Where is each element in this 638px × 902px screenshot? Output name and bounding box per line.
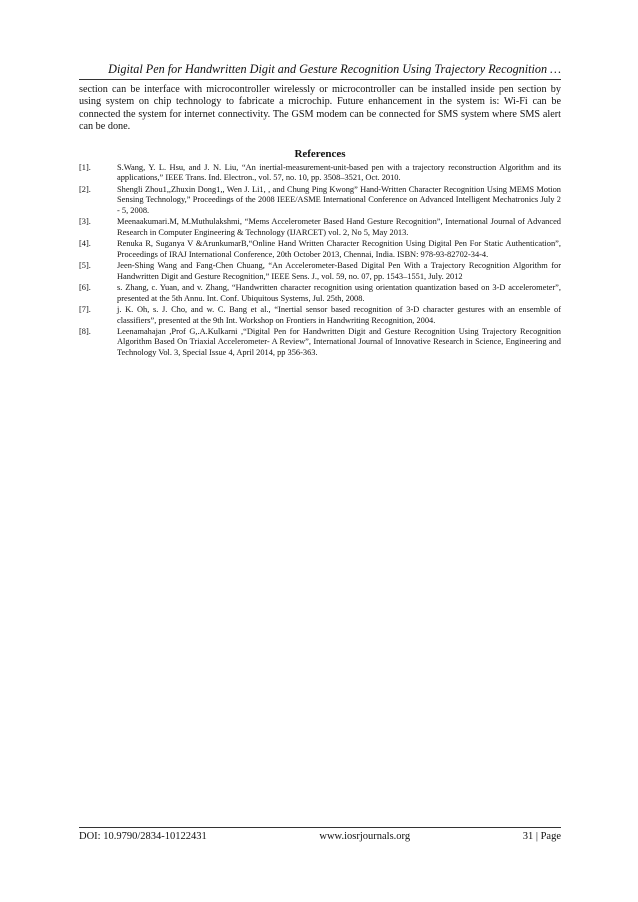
reference-number: [5]. <box>79 261 91 271</box>
reference-item <box>79 327 561 358</box>
reference-text: Jeen-Shing Wang and Fang-Chen Chuang, “An Accelerometer-Based Digital Pen With a Trajectory Recognition Algorithm for Handwritten Digit and Gesture Recognition,” IEEE Sens. J., vol. 59, no. 07, pp. 1543–1551, July. 2012 <box>117 261 561 281</box>
reference-item <box>79 283 561 304</box>
references-list <box>79 163 561 359</box>
reference-text: j. K. Oh, s. J. Cho, and w. C. Bang et al., “Inertial sensor based recognition of 3-D character gestures with an ensemble of classifiers”, presented at the 9th Int. Workshop on Frontiers in Handwriting Recognition, 2004. <box>117 305 561 325</box>
reference-item <box>79 163 561 184</box>
reference-text: S.Wang, Y. L. Hsu, and J. N. Liu, “An inertial-measurement-unit-based pen with a trajectory reconstruction Algorithm and its applications,” IEEE Trans. Ind. Electron., vol. 57, no. 10, pp. 3508–3521, Oct. 2010. <box>117 163 561 183</box>
reference-number: [3]. <box>79 217 91 227</box>
footer-divider <box>79 827 561 828</box>
header-divider <box>79 79 561 80</box>
footer-doi: DOI: 10.9790/2834-10122431 <box>79 831 207 842</box>
reference-item <box>79 305 561 326</box>
references-heading: References <box>294 148 346 160</box>
reference-number: [1]. <box>79 163 91 172</box>
reference-number: [7]. <box>79 305 91 315</box>
reference-item <box>79 261 561 282</box>
reference-item <box>79 239 561 260</box>
running-header: Digital Pen for Handwritten Digit and Gesture Recognition Using Trajectory Recognition … <box>108 62 561 76</box>
reference-text: s. Zhang, c. Yuan, and v. Zhang, “Handwritten character recognition using orientation quantization based on 3-D accelerometer”, presented at the 5th Annu. Int. Conf. Ubiquitous Systems, Jul. 25th, 2008. <box>117 283 561 303</box>
reference-number: [4]. <box>79 239 91 249</box>
body-paragraph: section can be interface with microcontroller wirelessly or microcontroller can be installed inside pen section by using system on chip technology to fabricate a microchip. Future enhancement in the system is: Wi-Fi can be connected the system for internet connectivity. The GSM modem can be connected for SMS system where SMS alert can be done. <box>79 84 561 133</box>
footer-page-number: 31 | Page <box>522 831 561 842</box>
reference-text: Leenamahajan ,Prof G,.A.Kulkarni ,“Digital Pen for Handwritten Digit and Gesture Recognition Using Trajectory Recognition Algorithm Based On Triaxial Accelerometer- A Review”, International Journal of Innovative Research in Science, Engineering and Technology Vol. 3, Special Issue 4, April 2014, pp 356-363. <box>117 327 561 357</box>
reference-number: [6]. <box>79 283 91 293</box>
reference-text: Meenaakumari.M, M.Muthulakshmi, “Mems Accelerometer Based Hand Gesture Recognition”, International Journal of Advanced Research in Computer Engineering & Technology (IJARCET) vol. 2, No 5, May 2013. <box>117 217 561 237</box>
reference-text: Shengli Zhou1,,Zhuxin Dong1,, Wen J. Li1, , and Chung Ping Kwong” Hand-Written Character Recognition Using MEMS Motion Sensing Technology,” Proceedings of the 2008 IEEE/ASME International Conference on Advanced Intelligent Mechatronics July 2 - 5, 2008. <box>117 184 561 215</box>
footer-website: www.iosrjournals.org <box>319 831 411 842</box>
reference-text: Renuka R, Suganya V &ArunkumarB,“Online Hand Written Character Recognition Using Digital Pen For Static Authentication”, Proceedings of IRAJ International Conference, 20th October 2013, Chennai, India. ISBN: 978-93-82702-34-4. <box>117 239 561 259</box>
reference-item <box>79 185 561 216</box>
reference-item <box>79 217 561 238</box>
reference-number: [8]. <box>79 327 91 337</box>
reference-number: [2]. <box>79 184 91 194</box>
page-footer <box>79 830 561 843</box>
